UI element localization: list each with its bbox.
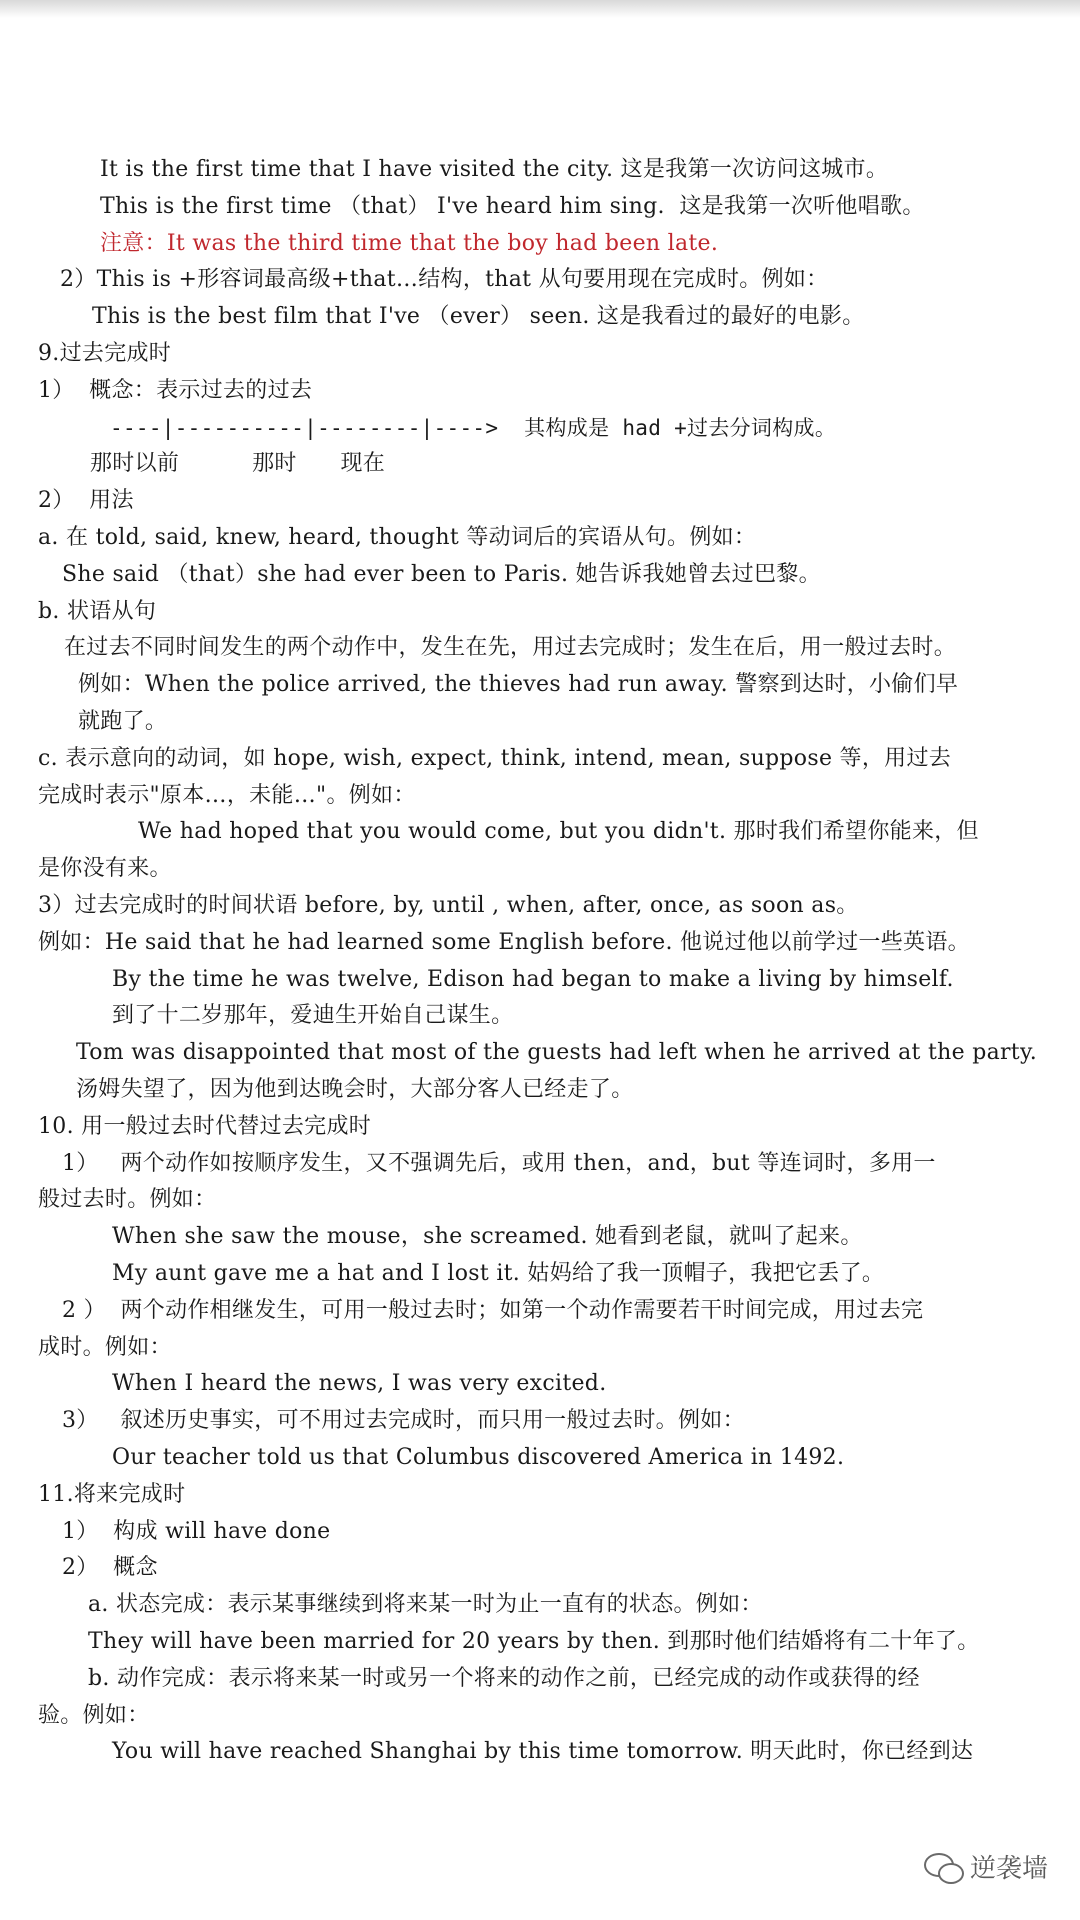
doc-line: When she saw the mouse，she screamed. 她看到老鼠，就叫了起来。 [112, 1224, 863, 1250]
doc-line: a. 在 told, said, knew, heard, thought 等动词后的宾语从句。例如： [38, 525, 757, 550]
doc-line: 1） 构成 will have done [62, 1518, 331, 1544]
watermark [924, 1848, 1048, 1885]
doc-line: She said （that）she had ever been to Paris. 她告诉我她曾去过巴黎。 [62, 561, 821, 587]
doc-line: 例如：He said that he had learned some English before. 他说过他以前学过一些英语。 [38, 929, 970, 955]
doc-line: 汤姆失望了，因为他到达晚会时，大部分客人已经走了。 [76, 1077, 634, 1102]
doc-line: a. 状态完成：表示某事继续到将来某一时为止一直有的状态。例如： [88, 1592, 763, 1618]
top-shadow [0, 0, 1080, 18]
doc-line: You will have reached Shanghai by this time tomorrow. 明天此时，你已经到达 [112, 1739, 974, 1765]
doc-line: By the time he was twelve, Edison had began to make a living by himself. [112, 966, 954, 992]
doc-line: Our teacher told us that Columbus discovered America in 1492. [112, 1445, 845, 1470]
doc-line: 2） 概念 [62, 1555, 158, 1581]
doc-line: 验。例如： [38, 1702, 150, 1728]
doc-line: This is the best film that I've （ever） seen. 这是我看过的最好的电影。 [92, 304, 865, 330]
doc-line: This is the first time （that） I've heard him sing. 这是我第一次听他唱歌。 [100, 193, 925, 219]
doc-line: 注意：It was the third time that the boy had been late. [100, 230, 719, 256]
doc-line: 2）This is +形容词最高级+that…结构，that 从句要用现在完成时。例如： [60, 267, 829, 293]
doc-line: 1） 两个动作如按顺序发生，又不强调先后，或用 then，and，but 等连词时，多用一 [62, 1150, 936, 1176]
doc-line: b. 动作完成：表示将来某一时或另一个将来的动作之前，已经完成的动作或获得的经 [88, 1665, 920, 1691]
doc-line: 3）过去完成时的时间状语 before, by, until , when, after, once, as soon as。 [38, 893, 859, 918]
doc-line: 在过去不同时间发生的两个动作中，发生在先，用过去完成时；发生在后，用一般过去时。 [64, 635, 957, 661]
doc-line: 那时以前 那时 现在 [90, 451, 386, 477]
doc-line: 2 ） 两个动作相继发生，可用一般过去时；如第一个动作需要若干时间完成，用过去完 [62, 1297, 924, 1323]
doc-line: 到了十二岁那年，爱迪生开始自己谋生。 [112, 1003, 514, 1029]
doc-line: 3） 叙述历史事实，可不用过去完成时，而只用一般过去时。例如： [62, 1408, 745, 1434]
doc-line: 就跑了。 [78, 709, 168, 734]
doc-line: We had hoped that you would come, but you didn't. 那时我们希望你能来，但 [138, 819, 979, 845]
wechat-icon [924, 1851, 964, 1883]
doc-line: c. 表示意向的动词，如 hope, wish, expect, think, intend, mean, suppose 等，用过去 [38, 745, 952, 771]
doc-line: 是你没有来。 [38, 856, 172, 882]
doc-line: Tom was disappointed that most of the guests had left when he arrived at the party. [76, 1040, 1038, 1066]
doc-line: b. 状语从句 [38, 598, 157, 624]
doc-line: 11.将来完成时 [38, 1481, 186, 1507]
doc-line: 般过去时。例如： [38, 1187, 217, 1213]
doc-line: 9.过去完成时 [38, 341, 172, 366]
doc-line: 完成时表示"原本…，未能…"。例如： [38, 782, 416, 808]
doc-line: 2） 用法 [38, 488, 134, 514]
doc-line: 成时。例如： [38, 1334, 172, 1360]
doc-line: 例如：When the police arrived, the thieves had run away. 警察到达时，小偷们早 [78, 672, 959, 698]
doc-line: It is the first time that I have visited the city. 这是我第一次访问这城市。 [100, 157, 889, 182]
doc-line: My aunt gave me a hat and I lost it. 姑妈给了我一顶帽子，我把它丢了。 [112, 1261, 885, 1286]
doc-line: When I heard the news, I was very excited. [112, 1371, 607, 1397]
doc-line: They will have been married for 20 years by then. 到那时他们结婚将有二十年了。 [88, 1629, 980, 1654]
doc-line: 1） 概念：表示过去的过去 [38, 377, 313, 403]
doc-line: ----|----------|--------|----> 其构成是 had +过去分词构成。 [110, 415, 837, 440]
watermark-text: 逆袭墙 [969, 1854, 1048, 1884]
doc-line: 10. 用一般过去时代替过去完成时 [38, 1113, 372, 1139]
